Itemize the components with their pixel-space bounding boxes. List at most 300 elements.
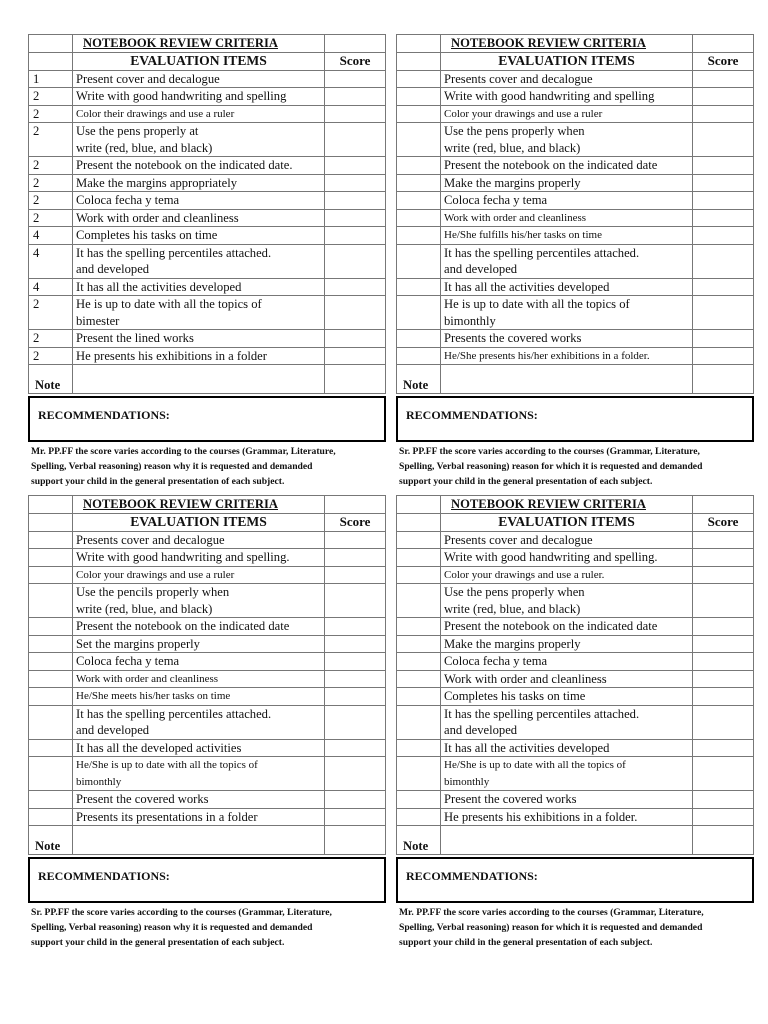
- score-cell[interactable]: [325, 296, 386, 330]
- criterion-text: [441, 157, 693, 175]
- points-cell: [397, 549, 441, 567]
- score-cell[interactable]: [325, 757, 386, 791]
- footnote-line: support your child in the general presentation of each subject.: [399, 476, 653, 487]
- points-cell: [29, 688, 73, 706]
- criterion-line: and developed: [444, 262, 518, 276]
- criteria-row: [397, 531, 754, 549]
- criteria-row: [29, 123, 386, 157]
- criteria-table: [28, 34, 386, 394]
- note-row: [397, 365, 754, 394]
- points-cell: [29, 705, 73, 739]
- criterion-line: Color your drawings and use a ruler.: [444, 568, 605, 581]
- criteria-row: [397, 209, 754, 227]
- criterion-text: [441, 757, 693, 791]
- criteria-row: [29, 653, 386, 671]
- criteria-row: [397, 688, 754, 706]
- criteria-card: [396, 495, 754, 950]
- criterion-line: Coloca fecha y tema: [444, 654, 548, 668]
- criterion-text: [73, 653, 325, 671]
- score-cell[interactable]: [693, 330, 754, 348]
- criterion-line: Coloca fecha y tema: [76, 654, 180, 668]
- blank-cell: [397, 35, 441, 53]
- blank-cell: [693, 35, 754, 53]
- criteria-card: [28, 34, 386, 489]
- score-cell[interactable]: [693, 227, 754, 245]
- criterion-text: [73, 688, 325, 706]
- criteria-row: [29, 688, 386, 706]
- criterion-text: [73, 791, 325, 809]
- score-cell[interactable]: [325, 549, 386, 567]
- points-cell: [397, 618, 441, 636]
- title-row: [397, 35, 754, 53]
- score-cell[interactable]: [693, 244, 754, 278]
- criterion-line: It has the spelling percentiles attached.: [444, 706, 640, 721]
- criterion-line: bimonthly: [76, 775, 122, 788]
- criterion-line: It has all the activities developed: [444, 740, 610, 755]
- footnote-line: Sr. PP.FF the score varies according to the courses (Grammar, Literature,: [31, 907, 332, 918]
- points-cell: [397, 739, 441, 757]
- criterion-text: [73, 244, 325, 278]
- score-cell[interactable]: [693, 157, 754, 175]
- criterion-line: Completes his tasks on time: [444, 689, 586, 703]
- score-cell[interactable]: [693, 618, 754, 636]
- criterion-line: and developed: [76, 262, 150, 276]
- criterion-text: [73, 531, 325, 549]
- score-cell[interactable]: [693, 278, 754, 296]
- points-cell: [29, 618, 73, 636]
- footnote-line: Mr. PP.FF the score varies according to the courses (Grammar, Literature,: [31, 446, 336, 457]
- footnote-line: Spelling, Verbal reasoning) reason why it is requested and demanded: [31, 461, 313, 472]
- points-cell: [397, 330, 441, 348]
- footnote-line: Spelling, Verbal reasoning) reason for which it is requested and demanded: [399, 461, 703, 472]
- score-cell[interactable]: [325, 670, 386, 688]
- criteria-row: [397, 705, 754, 739]
- criteria-row: [29, 791, 386, 809]
- criterion-text: [441, 174, 693, 192]
- points-cell: 2: [29, 192, 73, 210]
- points-cell: [29, 566, 73, 584]
- score-cell[interactable]: [325, 705, 386, 739]
- score-cell[interactable]: [693, 670, 754, 688]
- parent-footnote: [28, 444, 386, 489]
- criteria-row: [29, 209, 386, 227]
- criterion-line: write (red, blue, and black): [76, 601, 213, 616]
- footnote-line: Spelling, Verbal reasoning) reason for which it is requested and demanded: [399, 922, 703, 933]
- criterion-text: [73, 739, 325, 757]
- criterion-line: Completes his tasks on time: [76, 228, 218, 242]
- criterion-line: Use the pens properly at: [76, 124, 199, 138]
- criterion-line: Present cover and decalogue: [76, 71, 220, 86]
- criterion-text: [73, 227, 325, 245]
- blank-cell: [397, 496, 441, 514]
- criterion-text: [73, 296, 325, 330]
- points-cell: [29, 791, 73, 809]
- criterion-line: Work with order and cleanliness: [76, 210, 239, 225]
- criteria-row: [397, 123, 754, 157]
- score-cell[interactable]: [693, 635, 754, 653]
- criterion-line: Make the margins properly: [444, 175, 581, 190]
- parent-footnote: [396, 444, 754, 489]
- score-cell[interactable]: [693, 791, 754, 809]
- criterion-line: Presents its presentations in a folder: [76, 809, 258, 824]
- criteria-row: [29, 584, 386, 618]
- criteria-row: [29, 808, 386, 826]
- note-score-cell[interactable]: [325, 365, 386, 394]
- criteria-row: [29, 347, 386, 365]
- criterion-line: It has the spelling percentiles attached.: [76, 706, 272, 721]
- criterion-line: Write with good handwriting and spelling.: [76, 550, 290, 564]
- score-cell[interactable]: [325, 531, 386, 549]
- score-cell[interactable]: [325, 244, 386, 278]
- points-cell: [397, 566, 441, 584]
- criterion-line: Work with order and cleanliness: [444, 211, 587, 224]
- criteria-row: [397, 549, 754, 567]
- recommendations-box[interactable]: RECOMMENDATIONS:: [396, 396, 754, 442]
- criterion-text: [73, 618, 325, 636]
- score-cell[interactable]: [693, 123, 754, 157]
- note-score-cell[interactable]: [693, 826, 754, 855]
- criterion-text: [441, 347, 693, 365]
- score-cell[interactable]: [325, 635, 386, 653]
- criterion-text: [73, 330, 325, 348]
- points-cell: [29, 808, 73, 826]
- criteria-row: [29, 174, 386, 192]
- score-cell[interactable]: [693, 174, 754, 192]
- points-cell: 2: [29, 296, 73, 330]
- criterion-line: Use the pens properly when: [444, 124, 585, 138]
- criterion-text: [441, 653, 693, 671]
- note-cell[interactable]: [73, 365, 325, 394]
- criteria-row: [29, 330, 386, 348]
- score-cell[interactable]: [325, 330, 386, 348]
- points-cell: [29, 739, 73, 757]
- note-score-cell[interactable]: [693, 365, 754, 394]
- criteria-row: [29, 105, 386, 123]
- blank-cell: [29, 35, 73, 53]
- criterion-text: [441, 688, 693, 706]
- score-cell[interactable]: [325, 192, 386, 210]
- criterion-text: [441, 330, 693, 348]
- footnote-line: support your child in the general presentation of each subject.: [31, 476, 285, 487]
- criterion-line: Presents the covered works: [444, 331, 582, 345]
- criterion-line: Present the notebook on the indicated date: [76, 619, 290, 633]
- criterion-line: It has all the activities developed: [444, 279, 610, 294]
- footnote-line: Mr. PP.FF the score varies according to the courses (Grammar, Literature,: [399, 907, 704, 918]
- score-cell[interactable]: [325, 808, 386, 826]
- criterion-line: Use the pencils properly when: [76, 585, 230, 599]
- criterion-line: write (red, blue, and black): [76, 140, 213, 155]
- criterion-text: [73, 192, 325, 210]
- criterion-line: Color their drawings and use a ruler: [76, 107, 235, 120]
- criteria-row: [397, 105, 754, 123]
- score-cell[interactable]: [325, 105, 386, 123]
- criteria-row: [397, 330, 754, 348]
- criteria-row: [397, 618, 754, 636]
- points-cell: 4: [29, 227, 73, 245]
- score-cell[interactable]: [325, 209, 386, 227]
- criteria-row: [29, 192, 386, 210]
- criteria-row: [29, 531, 386, 549]
- points-cell: 2: [29, 174, 73, 192]
- criterion-line: Write with good handwriting and spelling: [76, 89, 287, 103]
- score-cell[interactable]: [325, 157, 386, 175]
- blank-cell: [29, 496, 73, 514]
- criteria-row: [397, 244, 754, 278]
- score-cell[interactable]: [693, 808, 754, 826]
- points-cell: 2: [29, 105, 73, 123]
- points-cell: [397, 278, 441, 296]
- points-cell: [397, 296, 441, 330]
- criteria-row: [397, 227, 754, 245]
- recommendations-box[interactable]: RECOMMENDATIONS:: [396, 857, 754, 903]
- criterion-text: [441, 566, 693, 584]
- score-cell[interactable]: [693, 739, 754, 757]
- criteria-row: [397, 174, 754, 192]
- criterion-line: Color your drawings and use a ruler: [76, 568, 235, 581]
- criterion-text: [73, 808, 325, 826]
- criterion-line: Present the notebook on the indicated date.: [76, 158, 293, 172]
- score-cell[interactable]: [325, 278, 386, 296]
- score-cell[interactable]: [325, 566, 386, 584]
- criterion-text: [73, 105, 325, 123]
- note-cell[interactable]: [441, 826, 693, 855]
- criteria-row: [29, 618, 386, 636]
- score-header: Score: [693, 513, 754, 531]
- score-cell[interactable]: [325, 688, 386, 706]
- points-cell: [29, 670, 73, 688]
- score-cell[interactable]: [693, 296, 754, 330]
- footnote-line: support your child in the general presentation of each subject.: [31, 937, 285, 948]
- score-cell[interactable]: [325, 618, 386, 636]
- criterion-line: Write with good handwriting and spelling.: [444, 550, 658, 564]
- score-cell[interactable]: [325, 739, 386, 757]
- criterion-line: He/She is up to date with all the topics of: [444, 759, 626, 771]
- score-cell[interactable]: [325, 791, 386, 809]
- criterion-line: Set the margins properly: [76, 636, 200, 651]
- recommendations-box[interactable]: RECOMMENDATIONS:: [28, 396, 386, 442]
- points-cell: [29, 757, 73, 791]
- note-row: [397, 826, 754, 855]
- criteria-row: [397, 584, 754, 618]
- score-cell[interactable]: [693, 584, 754, 618]
- criteria-row: [29, 549, 386, 567]
- score-cell[interactable]: [693, 549, 754, 567]
- criterion-text: [73, 123, 325, 157]
- criterion-line: Present the notebook on the indicated date: [444, 158, 658, 172]
- parent-footnote: [28, 905, 386, 950]
- score-cell[interactable]: [693, 757, 754, 791]
- criteria-row: [29, 88, 386, 106]
- criteria-table: [396, 495, 754, 855]
- header-row: [397, 52, 754, 70]
- score-cell[interactable]: [693, 105, 754, 123]
- score-cell[interactable]: [325, 584, 386, 618]
- footnote-line: Spelling, Verbal reasoning) reason why it is requested and demanded: [31, 922, 313, 933]
- criteria-row: [397, 808, 754, 826]
- criteria-row: [397, 192, 754, 210]
- criterion-text: [441, 227, 693, 245]
- criteria-row: [29, 670, 386, 688]
- criteria-row: [29, 278, 386, 296]
- score-cell[interactable]: [325, 174, 386, 192]
- note-label: Note: [397, 365, 441, 394]
- criterion-text: [441, 209, 693, 227]
- criterion-line: Make the margins appropriately: [76, 175, 237, 190]
- parent-footnote: [396, 905, 754, 950]
- points-cell: [397, 157, 441, 175]
- recommendations-box[interactable]: RECOMMENDATIONS:: [28, 857, 386, 903]
- score-cell[interactable]: [693, 192, 754, 210]
- criteria-row: [29, 705, 386, 739]
- note-score-cell[interactable]: [325, 826, 386, 855]
- evaluation-items-header: EVALUATION ITEMS: [441, 513, 693, 531]
- criterion-line: Present the notebook on the indicated date: [444, 619, 658, 633]
- criterion-text: [73, 584, 325, 618]
- points-cell: 2: [29, 347, 73, 365]
- criterion-line: write (red, blue, and black): [444, 601, 581, 616]
- criterion-text: [73, 174, 325, 192]
- blank-cell: [397, 513, 441, 531]
- criteria-card: [28, 495, 386, 950]
- criterion-text: [73, 757, 325, 791]
- points-cell: 4: [29, 278, 73, 296]
- header-row: [29, 52, 386, 70]
- score-cell[interactable]: [325, 653, 386, 671]
- criterion-text: [73, 278, 325, 296]
- score-cell[interactable]: [693, 70, 754, 88]
- criterion-text: [73, 635, 325, 653]
- criterion-line: He/She meets his/her tasks on time: [76, 690, 231, 702]
- criterion-text: [441, 670, 693, 688]
- criterion-line: Present the lined works: [76, 331, 194, 345]
- note-label: Note: [29, 826, 73, 855]
- score-cell[interactable]: [325, 70, 386, 88]
- score-cell[interactable]: [693, 531, 754, 549]
- criterion-line: He is up to date with all the topics of: [444, 297, 630, 311]
- criterion-line: Presents cover and decalogue: [444, 71, 593, 86]
- note-label: Note: [29, 365, 73, 394]
- blank-cell: [693, 496, 754, 514]
- score-cell[interactable]: [693, 566, 754, 584]
- criterion-line: He presents his exhibitions in a folder.: [444, 809, 638, 824]
- points-cell: 4: [29, 244, 73, 278]
- points-cell: 1: [29, 70, 73, 88]
- criterion-text: [73, 209, 325, 227]
- criterion-text: [441, 531, 693, 549]
- criterion-line: He/She fulfills his/her tasks on time: [444, 229, 602, 241]
- criterion-text: [73, 705, 325, 739]
- criterion-text: [441, 70, 693, 88]
- criterion-line: Color your drawings and use a ruler: [444, 107, 603, 120]
- score-header: Score: [325, 52, 386, 70]
- points-cell: 2: [29, 88, 73, 106]
- criteria-table: [396, 34, 754, 394]
- criterion-line: bimonthly: [444, 775, 490, 788]
- criterion-text: [441, 123, 693, 157]
- criteria-row: [29, 635, 386, 653]
- criteria-row: [397, 347, 754, 365]
- criteria-row: [29, 244, 386, 278]
- header-row: [397, 513, 754, 531]
- criterion-text: [441, 88, 693, 106]
- score-cell[interactable]: [693, 705, 754, 739]
- note-cell[interactable]: [73, 826, 325, 855]
- score-cell[interactable]: [693, 347, 754, 365]
- score-cell[interactable]: [693, 688, 754, 706]
- criterion-text: [441, 618, 693, 636]
- criteria-row: [29, 739, 386, 757]
- score-cell[interactable]: [325, 347, 386, 365]
- points-cell: [397, 670, 441, 688]
- criterion-text: [441, 105, 693, 123]
- criteria-row: [397, 653, 754, 671]
- score-cell[interactable]: [325, 123, 386, 157]
- points-cell: [397, 174, 441, 192]
- points-cell: [397, 123, 441, 157]
- note-cell[interactable]: [441, 365, 693, 394]
- criterion-line: He presents his exhibitions in a folder: [76, 348, 267, 363]
- score-cell[interactable]: [325, 88, 386, 106]
- points-cell: [397, 531, 441, 549]
- score-cell[interactable]: [325, 227, 386, 245]
- criterion-text: [441, 635, 693, 653]
- score-cell[interactable]: [693, 209, 754, 227]
- criterion-line: bimester: [76, 313, 120, 328]
- criterion-line: He/She presents his/her exhibitions in a folder.: [444, 349, 650, 362]
- blank-cell: [397, 52, 441, 70]
- points-cell: [397, 688, 441, 706]
- score-cell[interactable]: [693, 88, 754, 106]
- criterion-text: [441, 739, 693, 757]
- title-row: [29, 35, 386, 53]
- criterion-line: bimonthly: [444, 313, 496, 328]
- criteria-row: [29, 157, 386, 175]
- criterion-line: Work with order and cleanliness: [76, 672, 219, 685]
- criterion-line: It has all the developed activities: [76, 740, 242, 755]
- evaluation-items-header: EVALUATION ITEMS: [441, 52, 693, 70]
- score-header: Score: [325, 513, 386, 531]
- points-cell: [397, 347, 441, 365]
- criterion-text: [441, 584, 693, 618]
- criteria-row: [397, 757, 754, 791]
- criterion-text: [73, 347, 325, 365]
- points-cell: [397, 808, 441, 826]
- criterion-line: Coloca fecha y tema: [444, 193, 548, 207]
- header-row: [29, 513, 386, 531]
- criterion-text: [441, 705, 693, 739]
- footnote-line: Sr. PP.FF the score varies according to the courses (Grammar, Literature,: [399, 446, 700, 457]
- score-header: Score: [693, 52, 754, 70]
- points-cell: [397, 584, 441, 618]
- criterion-text: [73, 70, 325, 88]
- score-cell[interactable]: [693, 653, 754, 671]
- blank-cell: [325, 35, 386, 53]
- criterion-line: Presents cover and decalogue: [76, 532, 225, 547]
- points-cell: [397, 705, 441, 739]
- criterion-line: write (red, blue, and black): [444, 140, 581, 155]
- note-row: [29, 826, 386, 855]
- criterion-text: [441, 808, 693, 826]
- points-cell: [397, 227, 441, 245]
- criterion-text: [73, 549, 325, 567]
- criteria-row: [397, 88, 754, 106]
- title-row: [397, 496, 754, 514]
- criteria-title: NOTEBOOK REVIEW CRITERIA: [441, 496, 693, 514]
- blank-cell: [325, 496, 386, 514]
- criteria-row: [29, 296, 386, 330]
- criteria-row: [397, 566, 754, 584]
- note-label: Note: [397, 826, 441, 855]
